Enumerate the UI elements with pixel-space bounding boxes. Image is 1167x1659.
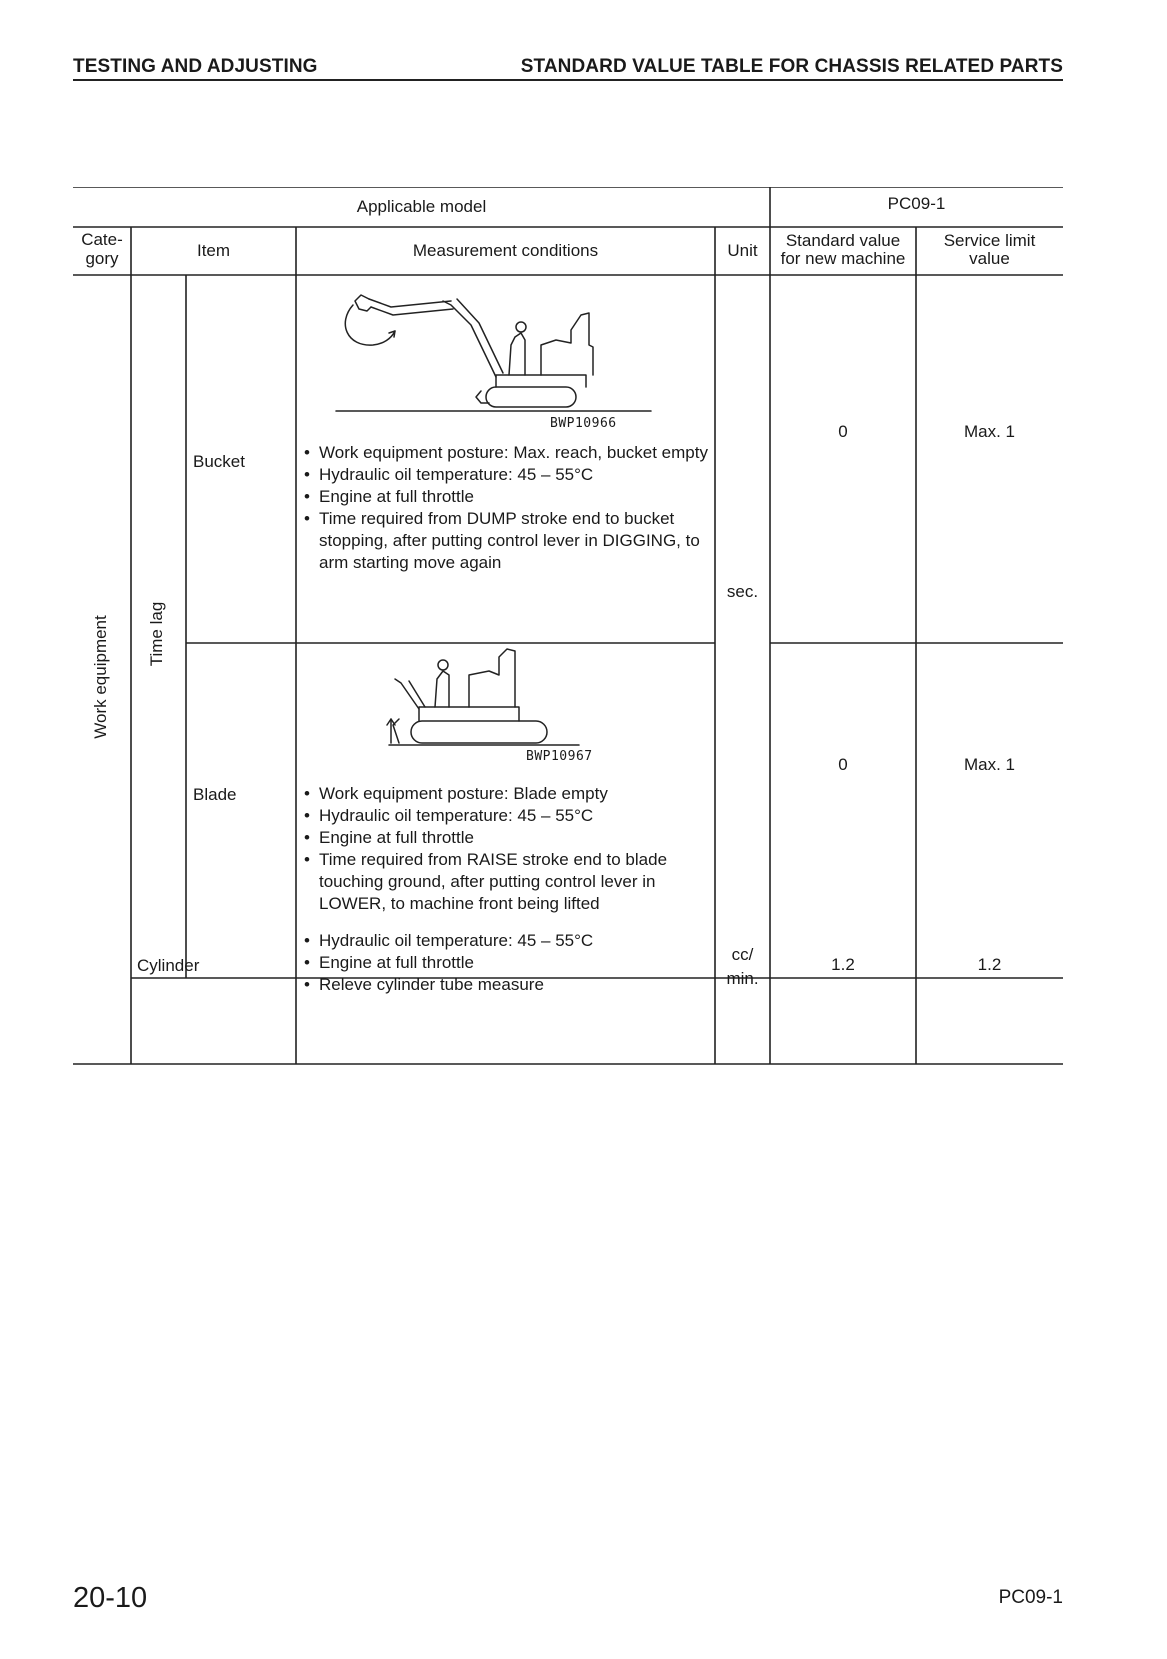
page-number: 20-10 (73, 1582, 148, 1614)
bucket-service-limit: Max. 1 (963, 422, 1016, 441)
cylinder-condition-2: • Engine at full throttle (299, 952, 711, 974)
cylinder-condition-1: • Hydraulic oil temperature: 45 – 55°C (299, 930, 711, 952)
section-title: TESTING AND ADJUSTING (73, 56, 318, 77)
figure-code-blade: BWP10967 (526, 749, 593, 764)
col-standard: Standard value for new machine (780, 231, 906, 268)
applicable-model-label: Applicable model (356, 197, 487, 216)
col-measurement: Measurement conditions (412, 241, 599, 260)
bucket-posture-figure (331, 285, 661, 435)
blade-condition-2: • Hydraulic oil temperature: 45 – 55°C (299, 805, 711, 827)
blade-posture-figure (369, 645, 599, 785)
bucket-standard-value: 0 (838, 422, 848, 441)
blade-condition-3: • Engine at full throttle (299, 827, 711, 849)
footer-model: PC09-1 (998, 1587, 1063, 1608)
cylinder-standard-value: 1.2 (831, 955, 855, 974)
blade-condition-1: • Work equipment posture: Blade empty (299, 783, 711, 805)
cylinder-service-limit: 1.2 (977, 955, 1002, 974)
cylinder-unit: cc/ min. (726, 945, 759, 988)
bucket-condition-1: • Work equipment posture: Max. reach, bucket empty (299, 442, 711, 464)
time-lag-unit: sec. (726, 582, 759, 601)
col-unit: Unit (727, 241, 758, 260)
bucket-condition-4: • Time required from DUMP stroke end to bucket stopping, after putting control lever in DIGGING, to arm starting move again (299, 508, 711, 574)
time-lag-label: Time lag (147, 601, 166, 667)
page-title: STANDARD VALUE TABLE FOR CHASSIS RELATED PARTS (520, 56, 1063, 77)
blade-standard-value: 0 (838, 755, 848, 774)
item-blade: Blade (193, 785, 237, 804)
figure-code-bucket: BWP10966 (550, 416, 617, 431)
col-service: Service limit value (943, 231, 1036, 268)
header-rule (73, 79, 1063, 81)
category-label: Work equipment (91, 615, 110, 739)
standard-value-table (73, 187, 1063, 1065)
model-value: PC09-1 (887, 194, 946, 213)
cylinder-conditions (299, 930, 711, 996)
col-item: Item (196, 241, 231, 260)
blade-service-limit: Max. 1 (963, 755, 1016, 774)
blade-condition-4: • Time required from RAISE stroke end to blade touching ground, after putting control lever in LOWER, to machine front being lifted (299, 849, 711, 915)
col-category: Cate- gory (81, 230, 123, 268)
blade-conditions (299, 783, 711, 915)
bucket-conditions (299, 442, 711, 574)
cylinder-condition-3: • Releve cylinder tube measure (299, 974, 711, 996)
bucket-condition-2: • Hydraulic oil temperature: 45 – 55°C (299, 464, 711, 486)
bucket-condition-3: • Engine at full throttle (299, 486, 711, 508)
item-cylinder: Cylinder (137, 956, 200, 975)
item-bucket: Bucket (193, 452, 245, 471)
